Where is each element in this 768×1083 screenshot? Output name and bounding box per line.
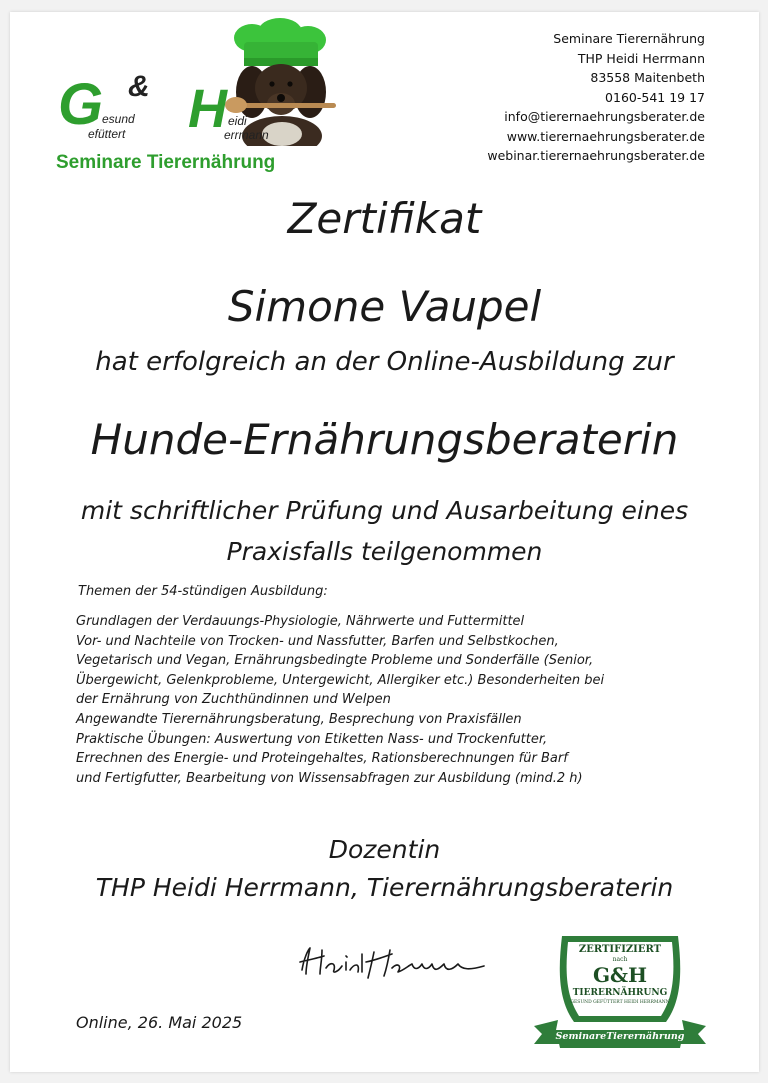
contact-line: Seminare Tierernährung: [553, 31, 705, 46]
seal-name-text: TIERERNÄHRUNG: [572, 988, 668, 998]
certificate-heading: Zertifikat: [287, 194, 482, 243]
certification-seal: [530, 930, 710, 1060]
contact-email: info@tierernaehrungsberater.de: [504, 109, 705, 124]
contact-website: www.tierernaehrungsberater.de: [506, 128, 705, 144]
logo-letter-g: G: [58, 72, 104, 137]
seal-nach-text: nach: [612, 956, 628, 963]
contact-phone: 0160-541 19 17: [605, 89, 705, 105]
topic-line: und Fertigfutter, Bearbeitung von Wissensabfragen zur Ausbildung (mind.2 h): [76, 770, 583, 786]
logo-text-heidi: eidi: [228, 114, 247, 128]
topic-line: Vor- und Nachteile von Trocken- und Nassfutter, Barfen und Selbstkochen,: [76, 633, 559, 649]
course-title: Hunde-Ernährungsberaterin: [90, 415, 679, 464]
logo: [50, 18, 370, 178]
date-line: Online, 26. Mai 2025: [76, 1013, 243, 1032]
contact-line: THP Heidi Herrmann: [577, 50, 705, 66]
logo-ampersand: &: [128, 70, 150, 103]
topic-line: Übergewicht, Gelenkprobleme, Untergewicht, Allergiker etc.) Besonderheiten bei: [76, 672, 605, 688]
logo-text-herrmann: errmann: [224, 128, 269, 142]
logo-subtitle: Seminare Tierernährung: [56, 152, 276, 173]
topic-line: Vegetarisch und Vegan, Ernährungsbedingte Probleme und Sonderfälle (Senior,: [76, 653, 594, 669]
seal-ribbon-text: SeminareTierernährung: [555, 1031, 685, 1042]
signature: [294, 940, 504, 984]
seal-small-text: GESUND GEFÜTTERT HEIDI HERRMANN: [570, 1000, 670, 1005]
logo-letter-h: H: [188, 79, 227, 139]
detail-line-2: Praxisfalls teilgenommen: [226, 537, 543, 566]
topic-line: Praktische Übungen: Auswertung von Etiketten Nass- und Trockenfutter,: [76, 731, 548, 747]
contact-block: [405, 29, 705, 166]
lecturer-name: THP Heidi Herrmann, Tierernährungsberaterin: [95, 873, 674, 902]
contact-webinar-site: webinar.tierernaehrungsberater.de: [487, 148, 705, 163]
logo-text-gefuettert: efüttert: [88, 127, 126, 141]
detail-line-1: mit schriftlicher Prüfung und Ausarbeitung eines: [80, 496, 689, 525]
topic-line: Errechnen des Energie- und Proteingehaltes, Rationsberechnungen für Barf: [76, 751, 568, 767]
topic-line: der Ernährung von Zuchthündinnen und Welpen: [76, 692, 391, 708]
topics-heading: Themen der 54-stündigen Ausbildung:: [78, 584, 328, 599]
logo-text-gesund: esund: [102, 112, 135, 126]
intro-line: hat erfolgreich an der Online-Ausbildung zur: [95, 347, 674, 377]
topic-line: Grundlagen der Verdauungs-Physiologie, Nährwerte und Futtermittel: [76, 614, 525, 629]
lecturer-label: Dozentin: [328, 835, 441, 864]
contact-line: 83558 Maitenbeth: [590, 70, 705, 85]
topic-line: Angewandte Tierernährungsberatung, Besprechung von Praxisfällen: [76, 711, 522, 727]
seal-brand-text: G&H: [592, 963, 648, 987]
recipient-name: Simone Vaupel: [227, 282, 542, 331]
seal-top-text: ZERTIFIZIERT: [578, 944, 662, 955]
topics-list: [76, 612, 604, 788]
certificate-page: [10, 12, 759, 1072]
